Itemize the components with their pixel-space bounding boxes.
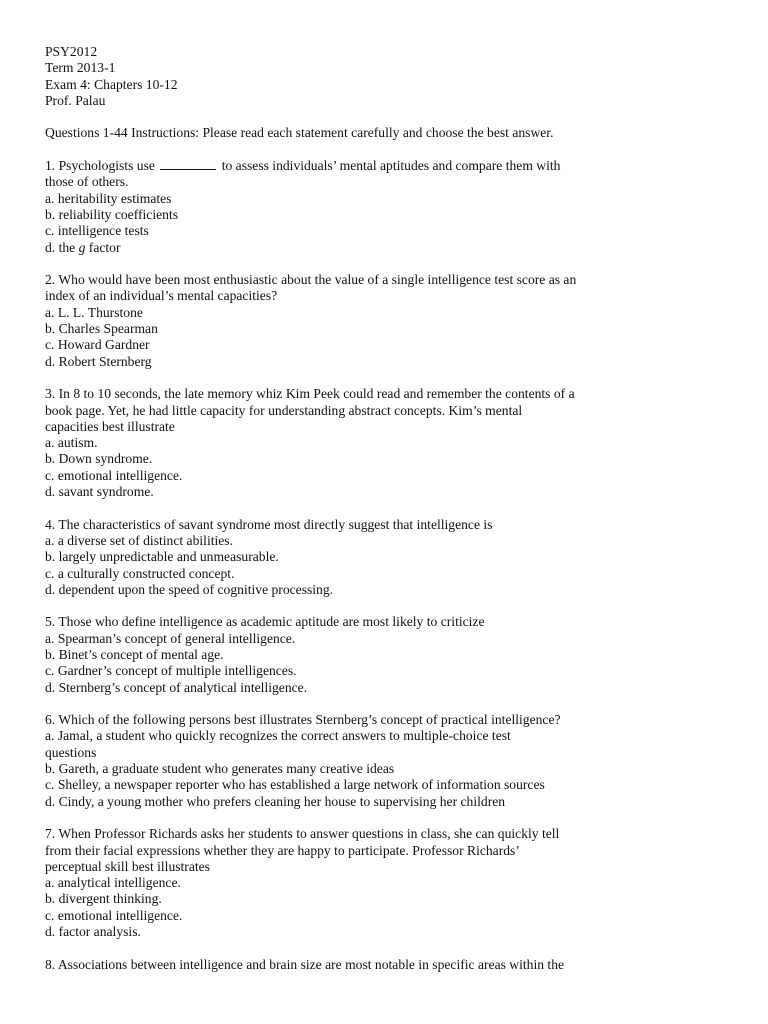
option-a-continued: questions: [45, 744, 97, 760]
option-d: d. dependent upon the speed of cognitive processing.: [45, 581, 334, 597]
option-d: d. Sternberg’s concept of analytical intelligence.: [45, 679, 308, 695]
option-a: a. Spearman’s concept of general intelligence.: [45, 630, 296, 646]
question-1: [45, 158, 605, 256]
option-b: b. Charles Spearman: [45, 321, 158, 337]
option-a: a. L. L. Thurstone: [45, 304, 143, 320]
option-c: c. Howard Gardner: [45, 337, 150, 353]
option-d: d. savant syndrome.: [45, 484, 154, 500]
option-b: b. Down syndrome.: [45, 451, 153, 467]
question-4: [45, 517, 605, 598]
answer-blank: [160, 158, 216, 170]
question-text: 8. Associations between intelligence and brain size are most notable in specific areas within the: [45, 956, 565, 972]
question-text: 6. Which of the following persons best illustrates Sternberg’s concept of practical intelligence?: [45, 712, 561, 728]
option-c: c. intelligence tests: [45, 223, 149, 239]
option-d: d. Robert Sternberg: [45, 353, 152, 369]
option-c: c. emotional intelligence.: [45, 907, 183, 923]
option-d: d. Cindy, a young mother who prefers cleaning her house to supervising her children: [45, 793, 506, 809]
term: Term 2013-1: [45, 60, 116, 76]
option-c: c. emotional intelligence.: [45, 467, 183, 483]
question-5: [45, 614, 605, 695]
option-b: b. Binet’s concept of mental age.: [45, 646, 224, 662]
option-c: c. Gardner’s concept of multiple intelligences.: [45, 663, 297, 679]
course-code: PSY2012: [45, 44, 98, 59]
question-text: 7. When Professor Richards asks her students to answer questions in class, she can quickly tell: [45, 826, 560, 842]
option-text: d. the: [45, 239, 79, 255]
option-a: a. heritability estimates: [45, 190, 172, 206]
option-a: a. a diverse set of distinct abilities.: [45, 532, 233, 548]
question-text-part: 1. Psychologists use: [45, 158, 159, 174]
option-a: a. analytical intelligence.: [45, 875, 181, 891]
option-text-italic: g: [78, 239, 86, 255]
exam-page: [45, 44, 605, 973]
question-text: perceptual skill best illustrates: [45, 858, 210, 874]
question-6: [45, 712, 605, 810]
option-b: b. divergent thinking.: [45, 891, 162, 907]
question-text-part: to assess individuals’ mental aptitudes and compare them with: [218, 158, 561, 174]
option-b: b. largely unpredictable and unmeasurable.: [45, 549, 279, 565]
option-text: factor: [85, 239, 121, 255]
question-text: 4. The characteristics of savant syndrome most directly suggest that intelligence is: [45, 516, 493, 532]
option-b: b. Gareth, a graduate student who generates many creative ideas: [45, 761, 395, 777]
question-text: 5. Those who define intelligence as academic aptitude are most likely to criticize: [45, 614, 485, 630]
option-d: [45, 240, 605, 256]
question-2: [45, 272, 605, 370]
question-text: from their facial expressions whether they are happy to participate. Professor Richards’: [45, 842, 520, 858]
option-c: c. Shelley, a newspaper reporter who has established a large network of information sources: [45, 777, 545, 793]
question-8: [45, 957, 605, 973]
question-7: [45, 826, 605, 940]
option-d: d. factor analysis.: [45, 924, 141, 940]
instructions: Questions 1-44 Instructions: Please read each statement carefully and choose the best answer.: [45, 125, 554, 141]
question-3: [45, 386, 605, 500]
exam-title: Exam 4: Chapters 10-12: [45, 76, 178, 92]
professor: Prof. Palau: [45, 92, 106, 108]
question-text: [45, 158, 605, 174]
option-b: b. reliability coefficients: [45, 206, 178, 222]
question-text: index of an individual’s mental capacities?: [45, 288, 278, 304]
question-text: 2. Who would have been most enthusiastic about the value of a single intelligence test score as an: [45, 272, 577, 288]
question-text: book page. Yet, he had little capacity for understanding abstract concepts. Kim’s mental: [45, 402, 523, 418]
question-text: those of others.: [45, 174, 129, 190]
exam-header: [45, 44, 605, 109]
option-a: a. Jamal, a student who quickly recognizes the correct answers to multiple-choice test: [45, 728, 511, 744]
option-a: a. autism.: [45, 435, 98, 451]
question-text: 3. In 8 to 10 seconds, the late memory whiz Kim Peek could read and remember the contents of a: [45, 386, 575, 402]
option-c: c. a culturally constructed concept.: [45, 565, 235, 581]
question-text: capacities best illustrate: [45, 418, 175, 434]
